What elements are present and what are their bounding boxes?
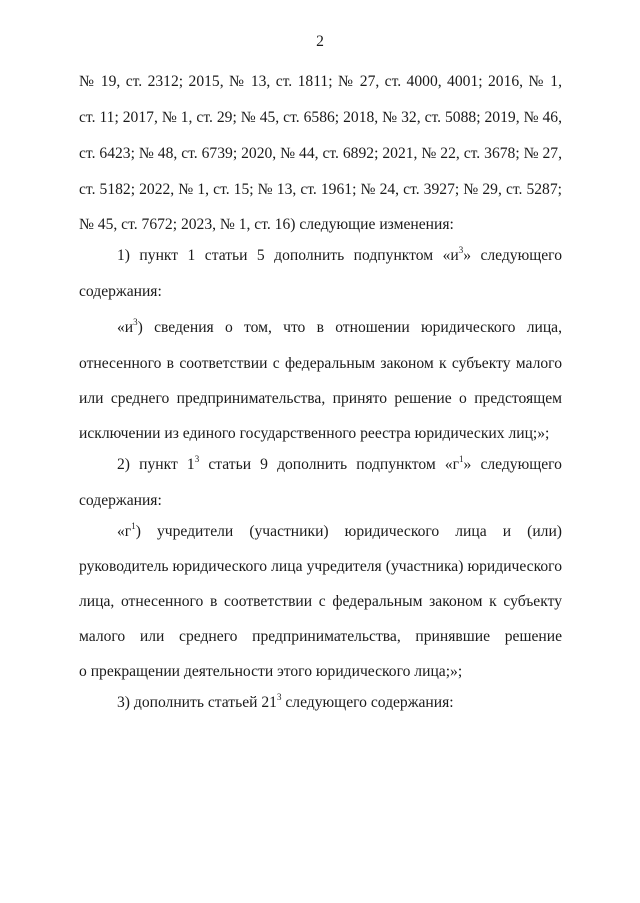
text-line: содержания:: [79, 492, 162, 509]
text-line: ст. 11; 2017, № 1, ст. 29; № 45, ст. 6586; 2018, № 32, ст. 5088; 2019, № 46,: [79, 109, 562, 126]
text-line: ст. 6423; № 48, ст. 6739; 2020, № 44, ст. 6892; 2021, № 22, ст. 3678; № 27,: [79, 145, 562, 162]
text-line: ст. 5182; 2022, № 1, ст. 15; № 13, ст. 1961; № 24, ст. 3927; № 29, ст. 5287;: [79, 181, 562, 198]
item-2-heading: 2) пункт $1^3$ статьи 9 дополнить подпунктом «$г^1$» следующего: [117, 453, 562, 473]
text-line: № 19, ст. 2312; 2015, № 13, ст. 1811; № 27, ст. 4000, 4001; 2016, № 1,: [79, 73, 562, 90]
text-line: малого или среднего предпринимательства, принявшие решение: [79, 628, 562, 645]
text-line: или среднего предпринимательства, принято решение о предстоящем: [79, 390, 562, 407]
text-line: лица, отнесенного в соответствии с федеральным законом к субъекту: [79, 593, 562, 610]
item-1-heading: 1) пункт 1 статьи 5 дополнить подпунктом «$и^3$» следующего: [117, 244, 562, 264]
page-number: 2: [316, 33, 324, 50]
text-line: № 45, ст. 7672; 2023, № 1, ст. 16) следующие изменения:: [79, 216, 454, 233]
text-line: содержания:: [79, 283, 162, 300]
quote-2-line: «$г^1$) учредители (участники) юридического лица и (или): [117, 520, 562, 540]
text-line: руководитель юридического лица учредителя (участника) юридического: [79, 558, 562, 575]
item-3-heading: 3) дополнить статьей $21^3$ следующего содержания:: [117, 691, 454, 711]
text-line: о прекращении деятельности этого юридического лица;»;: [79, 663, 463, 680]
text-line: исключении из единого государственного реестра юридических лиц;»;: [79, 425, 550, 442]
text-line: отнесенного в соответствии с федеральным законом к субъекту малого: [79, 355, 562, 372]
quote-1-line: «$и^3$) сведения о том, что в отношении юридического лица,: [117, 316, 562, 336]
